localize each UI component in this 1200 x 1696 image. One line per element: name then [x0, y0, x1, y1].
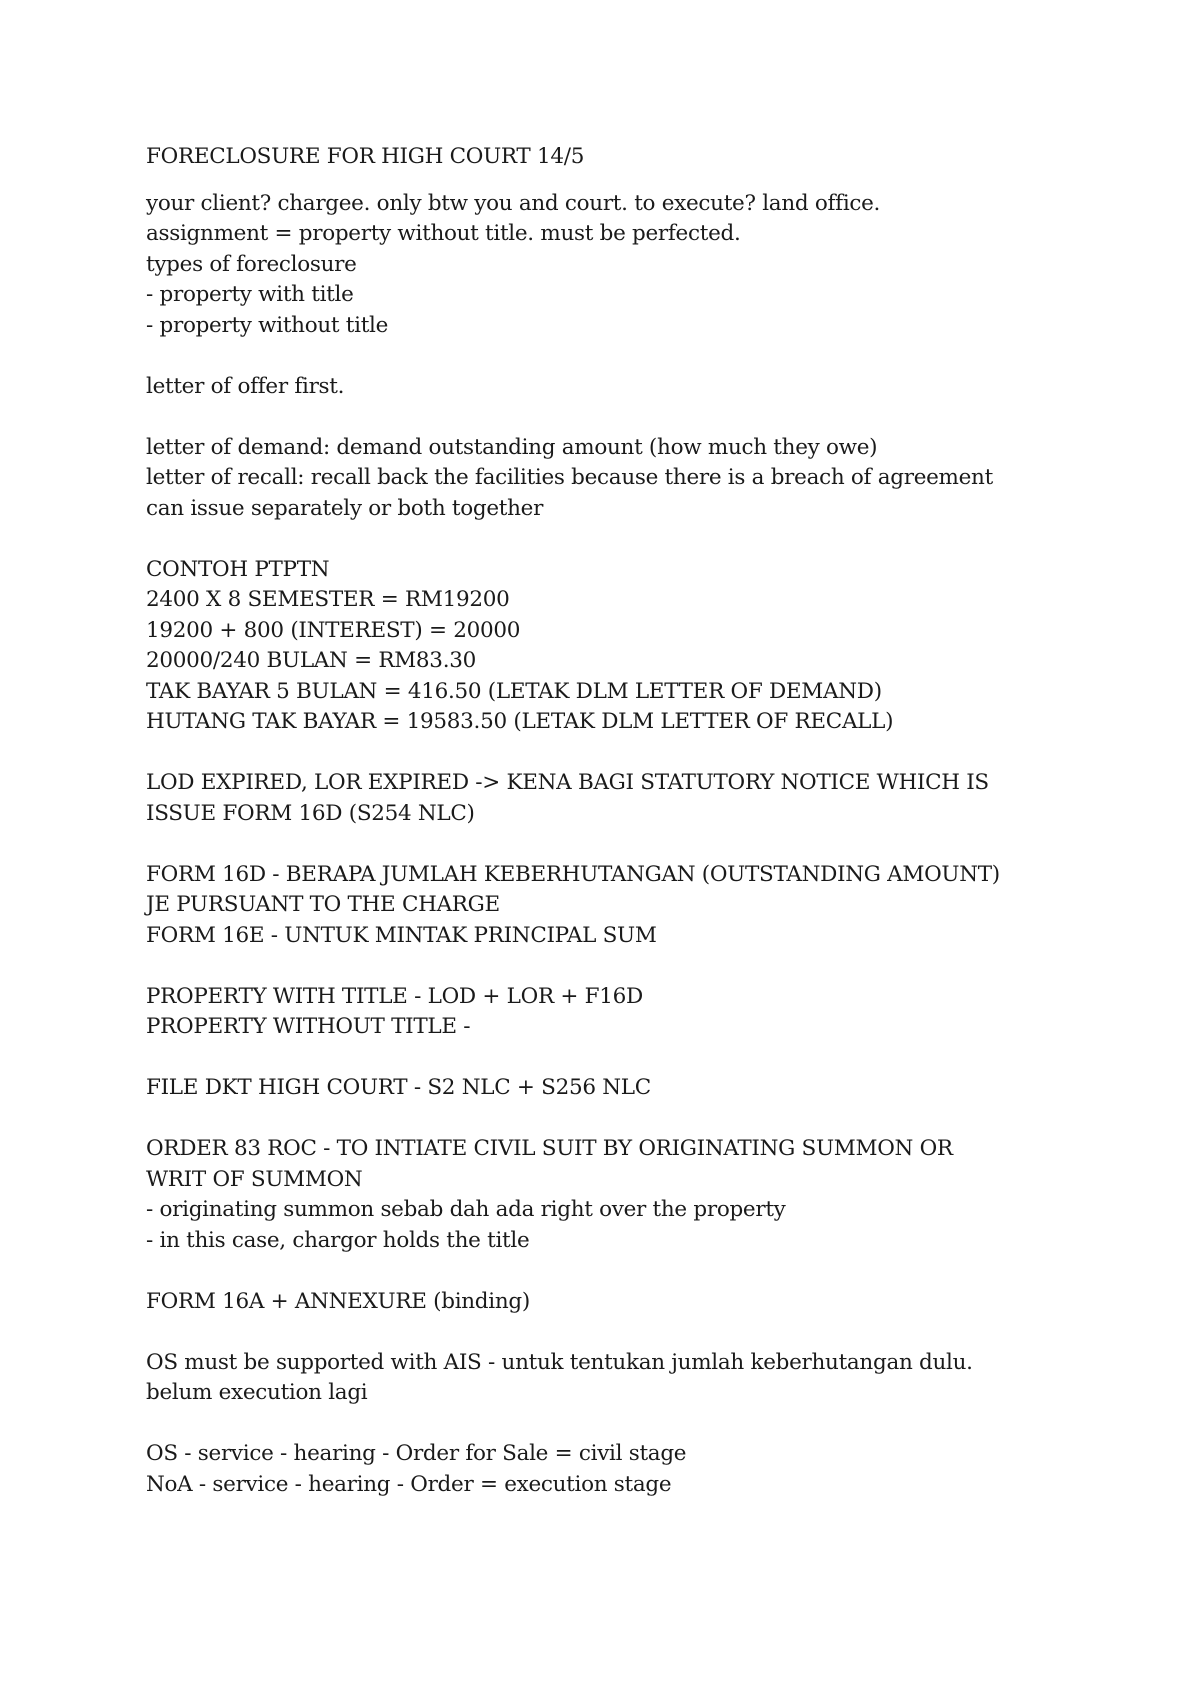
note-line: PROPERTY WITH TITLE - LOD + LOR + F16D [146, 983, 643, 1009]
note-line: - property with title [146, 282, 354, 307]
note-paragraph [146, 555, 1146, 738]
note-paragraph [146, 433, 1146, 525]
note-line: FORM 16A + ANNEXURE (binding) [146, 1288, 530, 1314]
note-line: - originating summon sebab dah ada right over the property [146, 1197, 786, 1222]
document-content [146, 142, 1146, 1531]
note-line: ISSUE FORM 16D (S254 NLC) [146, 800, 475, 826]
note-line: FORM 16E - UNTUK MINTAK PRINCIPAL SUM [146, 922, 657, 948]
note-paragraph [146, 1348, 1146, 1409]
note-line: - property without title [146, 312, 389, 338]
note-paragraph [146, 860, 1146, 952]
note-line: letter of recall: recall back the facilities because there is a breach of agreement [146, 465, 993, 490]
document-title: FORECLOSURE FOR HIGH COURT 14/5 [146, 144, 585, 169]
note-paragraph [146, 982, 1146, 1043]
note-line: LOD EXPIRED, LOR EXPIRED -> KENA BAGI STATUTORY NOTICE WHICH IS [146, 770, 989, 795]
note-paragraph [146, 1134, 1146, 1256]
note-line: WRIT OF SUMMON [146, 1166, 363, 1192]
note-line: NoA - service - hearing - Order = execution stage [146, 1471, 672, 1497]
note-line: belum execution lagi [146, 1380, 368, 1405]
note-paragraph [146, 1073, 1146, 1104]
note-line: OS must be supported with AIS - untuk tentukan jumlah keberhutangan dulu. [146, 1349, 973, 1375]
note-line: HUTANG TAK BAYAR = 19583.50 (LETAK DLM LETTER OF RECALL) [146, 709, 894, 734]
note-line: letter of demand: demand outstanding amount (how much they owe) [146, 434, 878, 460]
note-line: - in this case, chargor holds the title [146, 1227, 530, 1253]
note-line: ORDER 83 ROC - TO INTIATE CIVIL SUIT BY ORIGINATING SUMMON OR [146, 1136, 953, 1161]
note-paragraph [146, 768, 1146, 829]
note-paragraph [146, 1439, 1146, 1500]
note-line: OS - service - hearing - Order for Sale = civil stage [146, 1441, 687, 1466]
note-line: TAK BAYAR 5 BULAN = 416.50 (LETAK DLM LETTER OF DEMAND) [146, 678, 882, 704]
note-line: can issue separately or both together [146, 495, 544, 521]
note-line: assignment = property without title. must be perfected. [146, 221, 741, 246]
note-line: 19200 + 800 (INTEREST) = 20000 [146, 617, 521, 643]
note-line: types of foreclosure [146, 251, 357, 277]
note-line: CONTOH PTPTN [146, 556, 330, 582]
note-line: your client? chargee. only btw you and court. to execute? land office. [146, 190, 881, 216]
note-paragraph [146, 372, 1146, 403]
note-paragraph [146, 1287, 1146, 1318]
note-line: PROPERTY WITHOUT TITLE - [146, 1014, 471, 1039]
note-line: 2400 X 8 SEMESTER = RM19200 [146, 587, 510, 612]
note-line: letter of offer first. [146, 373, 345, 399]
note-line: FORM 16D - BERAPA JUMLAH KEBERHUTANGAN (OUTSTANDING AMOUNT) [146, 861, 1000, 887]
notes-body [146, 189, 1146, 1501]
note-line: 20000/240 BULAN = RM83.30 [146, 648, 476, 673]
note-line: JE PURSUANT TO THE CHARGE [146, 892, 500, 917]
note-line: FILE DKT HIGH COURT - S2 NLC + S256 NLC [146, 1075, 651, 1100]
note-paragraph [146, 189, 1146, 342]
